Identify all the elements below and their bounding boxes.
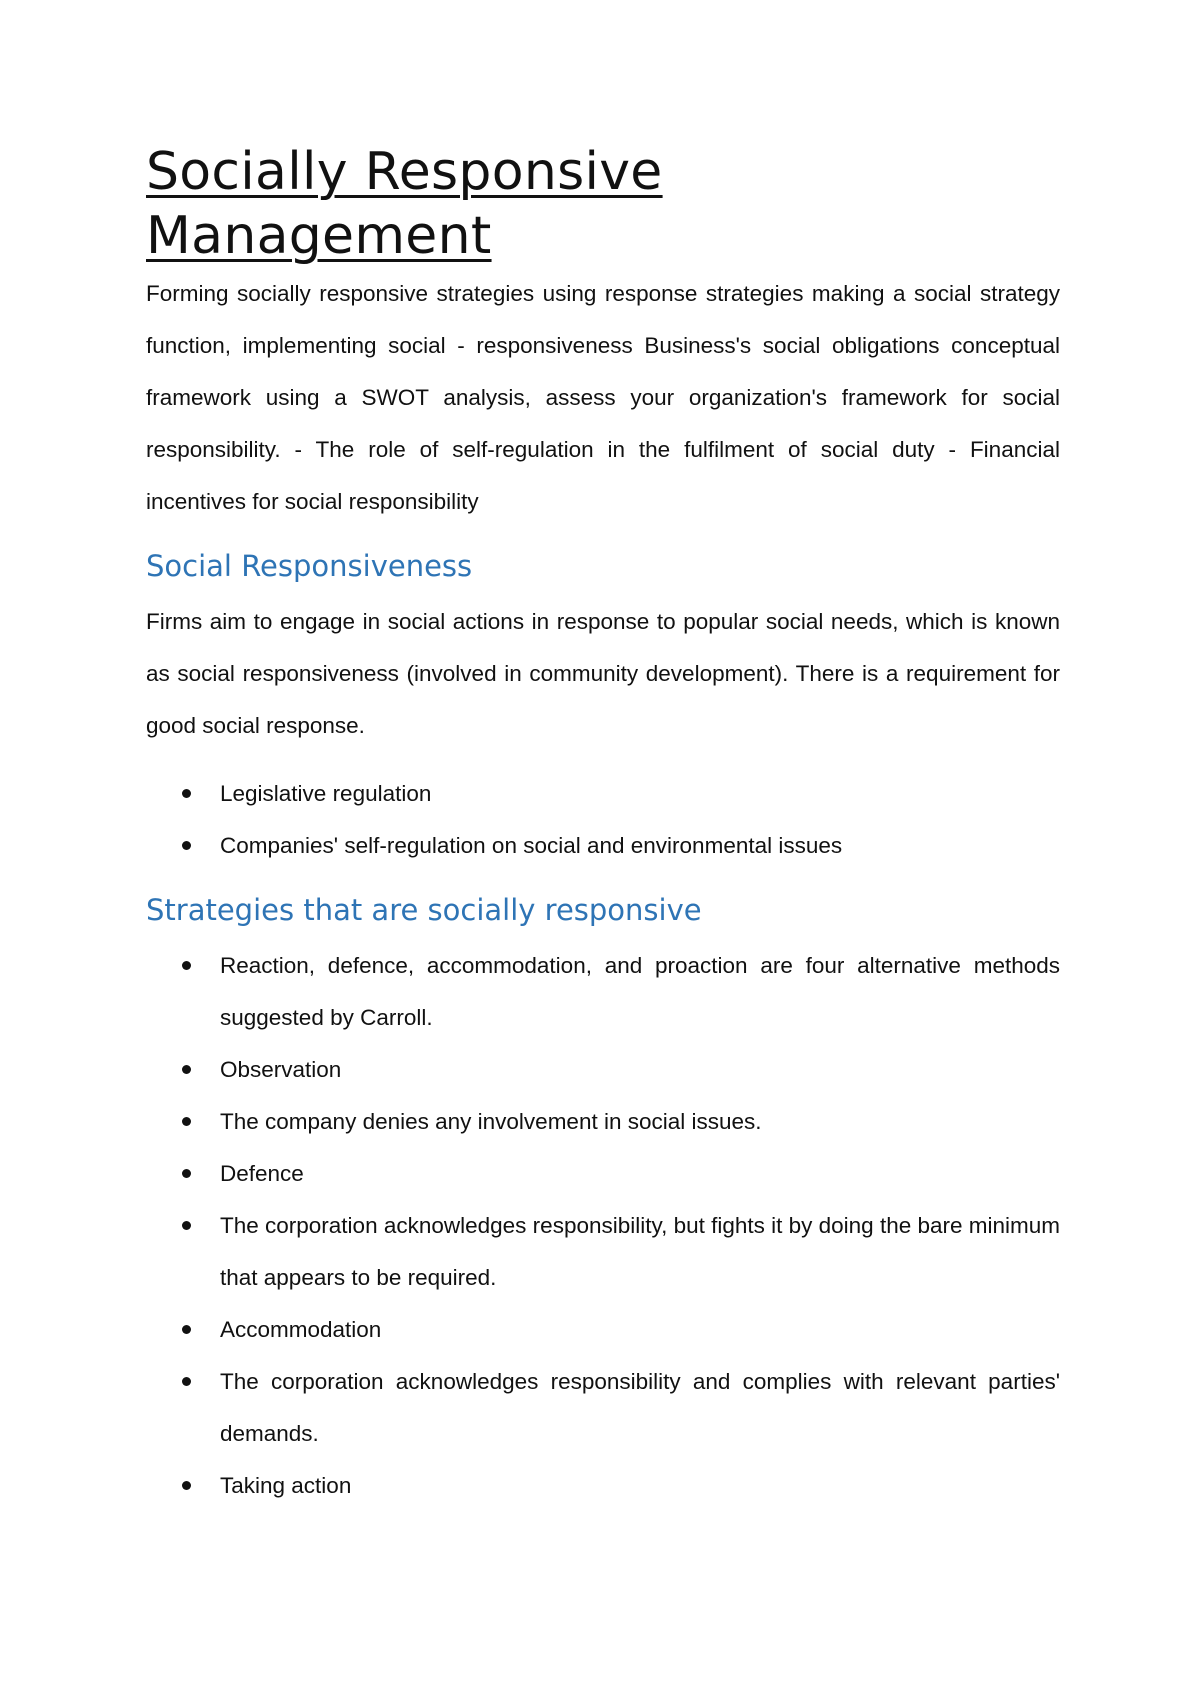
document-title-line-2: Management xyxy=(146,206,492,266)
social-responsiveness-bullet-list xyxy=(146,768,1060,872)
bullet-text: Defence xyxy=(220,1161,304,1186)
bullet-icon xyxy=(182,789,191,798)
bullet-icon xyxy=(182,1117,191,1126)
bullet-item xyxy=(146,1356,1060,1460)
bullet-item xyxy=(146,940,1060,1044)
bullet-item xyxy=(146,1148,1060,1200)
bullet-text: Companies' self-regulation on social and environmental issues xyxy=(220,833,843,858)
bullet-icon xyxy=(182,1065,191,1074)
bullet-icon xyxy=(182,841,191,850)
bullet-item xyxy=(146,1304,1060,1356)
section-heading-strategies: Strategies that are socially responsive xyxy=(146,893,702,927)
bullet-item xyxy=(146,768,1060,820)
social-responsiveness-paragraph: Firms aim to engage in social actions in response to popular social needs, which is known as social responsiveness (involved in community development). There is a requirement for good social response. xyxy=(146,609,1060,738)
bullet-text: Taking action xyxy=(220,1473,352,1498)
bullet-icon xyxy=(182,1377,191,1386)
bullet-text: Reaction, defence, accommodation, and proaction are four alternative methods suggested by Carroll. xyxy=(220,953,1060,1030)
bullet-text: Observation xyxy=(220,1057,342,1082)
document-title-line-1: Socially Responsive xyxy=(146,142,663,202)
bullet-text: Accommodation xyxy=(220,1317,382,1342)
bullet-item xyxy=(146,1460,1060,1512)
bullet-text: Legislative regulation xyxy=(220,781,432,806)
bullet-icon xyxy=(182,1481,191,1490)
bullet-item xyxy=(146,1044,1060,1096)
bullet-text: The corporation acknowledges responsibility and complies with relevant parties' demands. xyxy=(220,1369,1060,1446)
strategies-bullet-list xyxy=(146,940,1060,1512)
bullet-item xyxy=(146,1200,1060,1304)
section-heading-social-responsiveness: Social Responsiveness xyxy=(146,549,473,583)
bullet-text: The company denies any involvement in social issues. xyxy=(220,1109,762,1134)
bullet-icon xyxy=(182,1325,191,1334)
bullet-icon xyxy=(182,961,191,970)
bullet-icon xyxy=(182,1221,191,1230)
document-title xyxy=(146,140,1060,268)
bullet-item xyxy=(146,820,1060,872)
document-page xyxy=(146,140,1060,1512)
bullet-text: The corporation acknowledges responsibility, but fights it by doing the bare minimum that appears to be required. xyxy=(220,1213,1061,1290)
intro-paragraph: Forming socially responsive strategies using response strategies making a social strategy function, implementing social - responsiveness Business's social obligations conceptual framework using a SWOT analysis, assess your organization's framework for social responsibility. - The role of self-regulation in the fulfilment of social duty - Financial incentives for social responsibility xyxy=(146,281,1060,514)
bullet-item xyxy=(146,1096,1060,1148)
bullet-icon xyxy=(182,1169,191,1178)
